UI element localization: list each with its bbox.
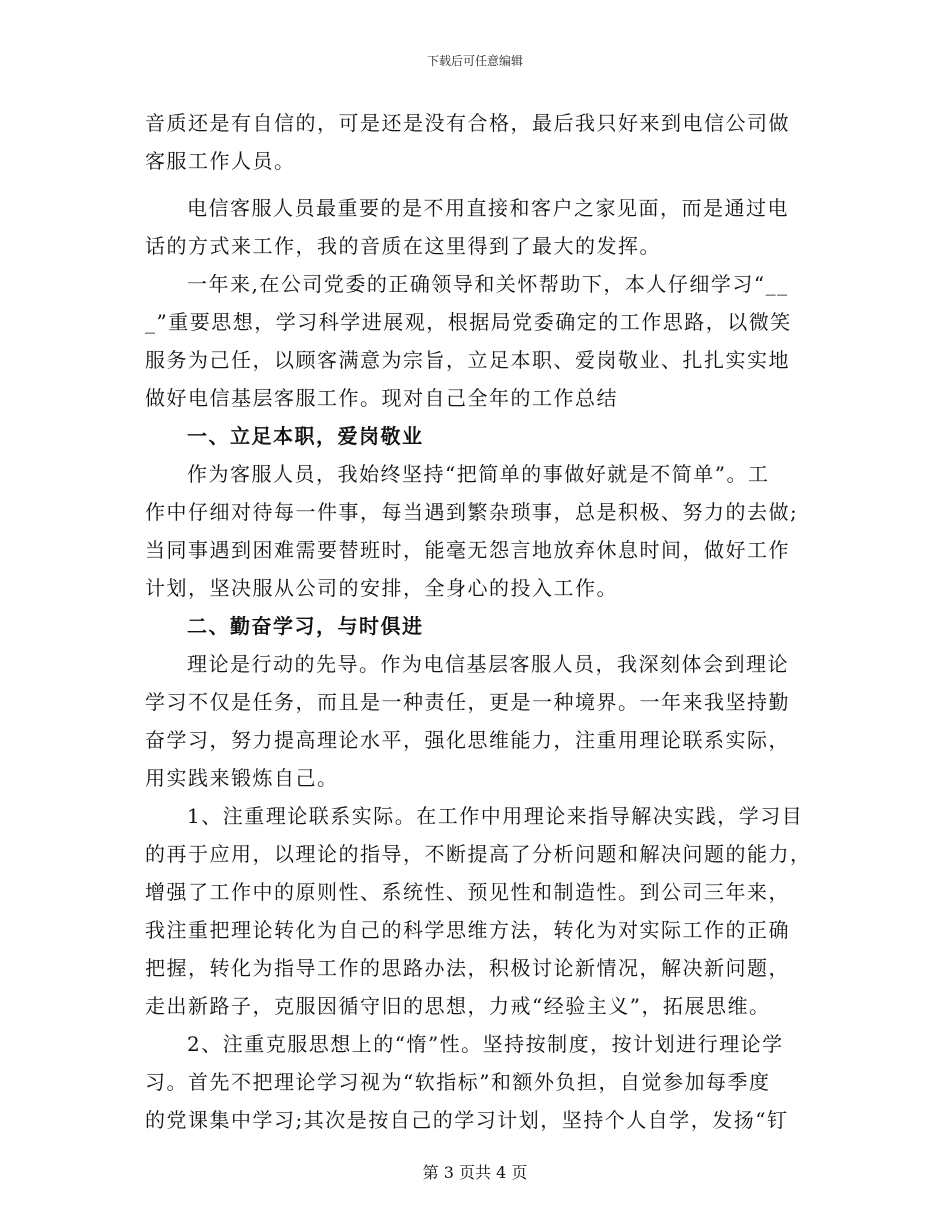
text-line: 电信客服人员最重要的是不用直接和客户之家见面，而是通过电 — [187, 196, 789, 220]
paragraph — [145, 645, 803, 797]
section-heading — [145, 417, 803, 455]
text-line: 作为客服人员，我始终坚持“把简单的事做好就是不简单”。工 — [187, 462, 770, 486]
paragraph-gap — [145, 180, 803, 189]
paragraph — [145, 455, 803, 607]
text-line: 奋学习，努力提高理论水平，强化思维能力，注重用理论联系实际， — [145, 728, 790, 752]
text-line: 客服工作人员。 — [145, 149, 296, 173]
text-line: 当同事遇到困难需要替班时，能毫无怨言地放弃休息时间，做好工作 — [145, 538, 790, 562]
text-line: 作中仔细对待每一件事，每当遇到繁杂琐事，总是积极、努力的去做; — [145, 500, 799, 524]
paragraph — [145, 1025, 803, 1139]
text-line: _”重要思想，学习科学进展观，根据局党委确定的工作思路，以微笑 — [145, 310, 792, 334]
text-line: 1、注重理论联系实际。在工作中用理论来指导解决实践，学习目 — [187, 804, 804, 828]
text-line: 话的方式来工作，我的音质在这里得到了最大的发挥。 — [145, 234, 661, 258]
paragraph — [145, 104, 803, 180]
heading-line: 二、勤奋学习，与时俱进 — [187, 614, 424, 638]
document-body — [145, 104, 812, 1139]
text-line: 的再于应用，以理论的指导，不断提高了分析问题和解决问题的能力， — [145, 842, 812, 866]
text-line: 用实践来锻炼自己。 — [145, 766, 339, 790]
text-line: 增强了工作中的原则性、系统性、预见性和制造性。到公司三年来， — [145, 880, 790, 904]
section-heading — [145, 607, 803, 645]
text-line: 做好电信基层客服工作。现对自己全年的工作总结 — [145, 386, 618, 410]
text-line: 2、注重克服思想上的“惰”性。坚持按制度，按计划进行理论学 — [187, 1032, 784, 1056]
text-line: 计划，坚决服从公司的安排，全身心的投入工作。 — [145, 576, 618, 600]
text-line: 把握，转化为指导工作的思路办法，积极讨论新情况，解决新问题， — [145, 956, 790, 980]
paragraph — [145, 189, 803, 265]
text-line: 音质还是有自信的，可是还是没有合格，最后我只好来到电信公司做 — [145, 111, 790, 135]
text-line: 我注重把理论转化为自己的科学思维方法，转化为对实际工作的正确 — [145, 918, 790, 942]
text-line: 服务为己任，以顾客满意为宗旨，立足本职、爱岗敬业、扎扎实实地 — [145, 348, 790, 372]
text-line: 习。首先不把理论学习视为“软指标”和额外负担，自觉参加每季度 — [145, 1070, 771, 1094]
heading-line: 一、立足本职，爱岗敬业 — [187, 424, 424, 448]
paragraph — [145, 797, 812, 1025]
page-header: 下载后可任意编辑 — [426, 54, 523, 68]
text-line: 学习不仅是任务，而且是一种责任，更是一种境界。一年来我坚持勤 — [145, 690, 790, 714]
text-line: 一年来,在公司党委的正确领导和关怀帮助下，本人仔细学习“__ — [187, 272, 789, 296]
text-line: 理论是行动的先导。作为电信基层客服人员，我深刻体会到理论 — [187, 652, 789, 676]
text-line: 的党课集中学习;其次是按自己的学习计划，坚持个人自学，发扬“钉 — [145, 1108, 789, 1132]
paragraph — [145, 265, 803, 417]
page-footer: 第 3 页共 4 页 — [422, 1163, 528, 1182]
text-line: 走出新路子，克服因循守旧的思想，力戒“经验主义”，拓展思维。 — [145, 994, 771, 1018]
